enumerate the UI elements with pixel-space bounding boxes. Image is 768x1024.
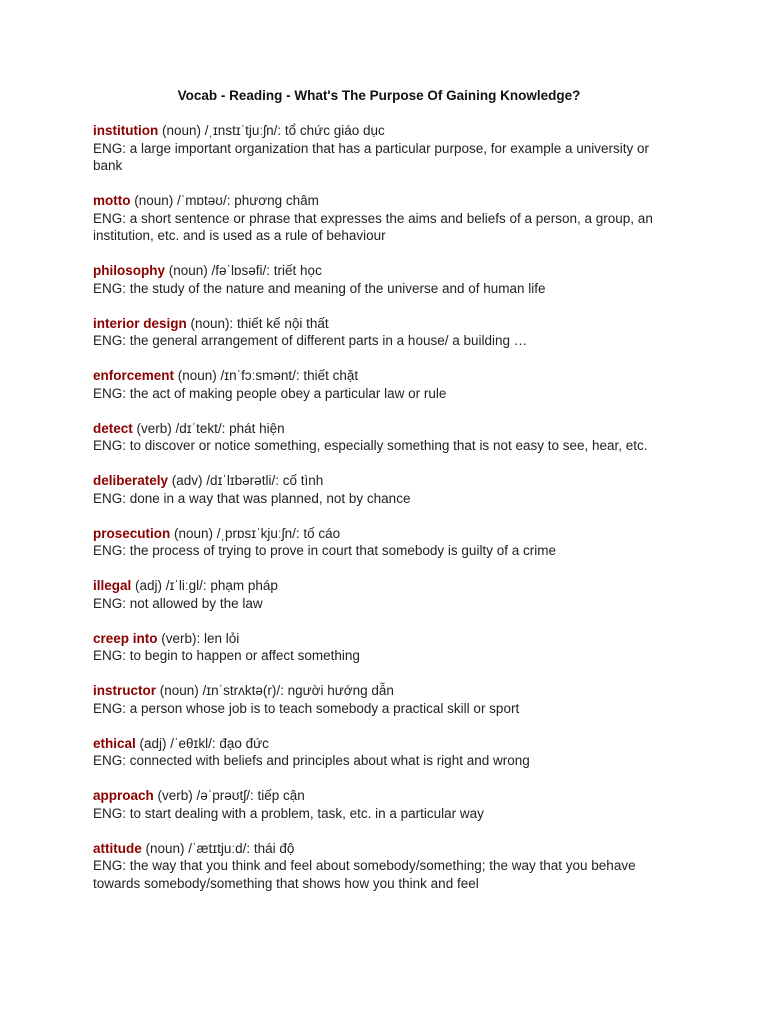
- vocab-entry: [93, 367, 673, 402]
- vocab-term: enforcement: [93, 368, 175, 383]
- vocab-term: motto: [93, 193, 131, 208]
- vocab-term: deliberately: [93, 473, 169, 488]
- vocab-definition: ENG: a person whose job is to teach somebody a practical skill or sport: [93, 700, 520, 716]
- vocab-info: (noun) /ɪnˈfɔːsmənt/: thiết chặt: [174, 368, 359, 383]
- vocab-definition: ENG: not allowed by the law: [93, 595, 263, 611]
- vocab-entry: [93, 192, 673, 245]
- vocab-entry: [93, 122, 673, 175]
- vocab-entry: [93, 682, 673, 717]
- vocab-entry: [93, 420, 673, 455]
- vocab-term: creep into: [93, 630, 158, 646]
- vocab-term: detect: [93, 420, 133, 436]
- vocab-info: (adv) /dɪˈlɪbərətli/: cố tình: [168, 473, 324, 488]
- vocab-info: (noun) /ˌɪnstɪˈtjuːʃn/: tổ chức giáo dục: [158, 123, 385, 138]
- vocab-term: illegal: [93, 578, 132, 593]
- vocab-info: (noun) /ɪnˈstrʌktə(r)/: người hướng dẫn: [156, 683, 394, 698]
- vocab-term: prosecution: [93, 525, 171, 541]
- vocab-definition: ENG: the act of making people obey a particular law or rule: [93, 385, 447, 401]
- vocab-definition: ENG: the process of trying to prove in court that somebody is guilty of a crime: [93, 543, 556, 558]
- vocab-definition: ENG: connected with beliefs and principles about what is right and wrong: [93, 753, 530, 768]
- vocab-info: (verb) /dɪˈtekt/: phát hiện: [132, 420, 285, 436]
- vocab-definition: ENG: done in a way that was planned, not by chance: [93, 490, 411, 506]
- vocab-definition: ENG: the general arrangement of different parts in a house/ a building …: [93, 333, 528, 348]
- vocab-term: attitude: [93, 840, 142, 856]
- vocab-entry: [93, 525, 673, 560]
- vocab-term: philosophy: [93, 263, 165, 278]
- vocab-term: ethical: [93, 735, 136, 751]
- vocab-term: approach: [93, 788, 154, 803]
- vocab-info: (noun): thiết kế nội thất: [186, 315, 329, 331]
- vocab-entry: [93, 262, 673, 297]
- vocab-entry: [93, 577, 673, 612]
- vocab-term: institution: [93, 123, 159, 138]
- vocab-entry: [93, 315, 673, 350]
- vocab-info: (verb) /əˈprəʊtʃ/: tiếp cận: [153, 788, 305, 803]
- page-title: Vocab - Reading - What's The Purpose Of Gaining Knowledge?: [177, 88, 581, 103]
- vocab-info: (adj) /ɪˈliːgl/: phạm pháp: [131, 578, 278, 593]
- vocab-definition: ENG: the way that you think and feel about somebody/something; the way that you behave towards somebody/something that shows how you think and feel: [93, 858, 636, 891]
- vocab-info: (noun) /ˈætɪtjuːd/: thái độ: [141, 840, 295, 856]
- vocab-definition: ENG: a short sentence or phrase that expresses the aims and beliefs of a person, a group, an institution, etc. and is used as a rule of behaviour: [93, 210, 653, 243]
- vocab-entry: [93, 472, 673, 507]
- vocab-info: (verb): len lỏi: [157, 630, 240, 646]
- vocab-info: (adj) /ˈeθɪkl/: đạo đức: [135, 735, 269, 751]
- vocab-info: (noun) /fəˈlɒsəfi/: triết học: [165, 263, 322, 278]
- document-page: [93, 87, 673, 910]
- vocab-definition: ENG: to start dealing with a problem, task, etc. in a particular way: [93, 805, 484, 821]
- vocab-term: instructor: [93, 683, 157, 698]
- vocab-entry: [93, 630, 673, 665]
- vocab-entry: [93, 840, 673, 893]
- vocab-term: interior design: [93, 315, 187, 331]
- vocab-definition: ENG: to discover or notice something, especially something that is not easy to see, hear, etc.: [93, 438, 648, 453]
- vocab-info: (noun) /ˈmɒtəʊ/: phương châm: [130, 193, 319, 208]
- vocab-definition: ENG: to begin to happen or affect something: [93, 648, 360, 663]
- vocab-entry: [93, 787, 673, 822]
- vocab-info: (noun) /ˌprɒsɪˈkjuːʃn/: tố cáo: [170, 525, 341, 541]
- vocab-definition: ENG: a large important organization that has a particular purpose, for example a university or bank: [93, 140, 650, 173]
- vocab-entry: [93, 735, 673, 770]
- vocab-definition: ENG: the study of the nature and meaning of the universe and of human life: [93, 280, 546, 296]
